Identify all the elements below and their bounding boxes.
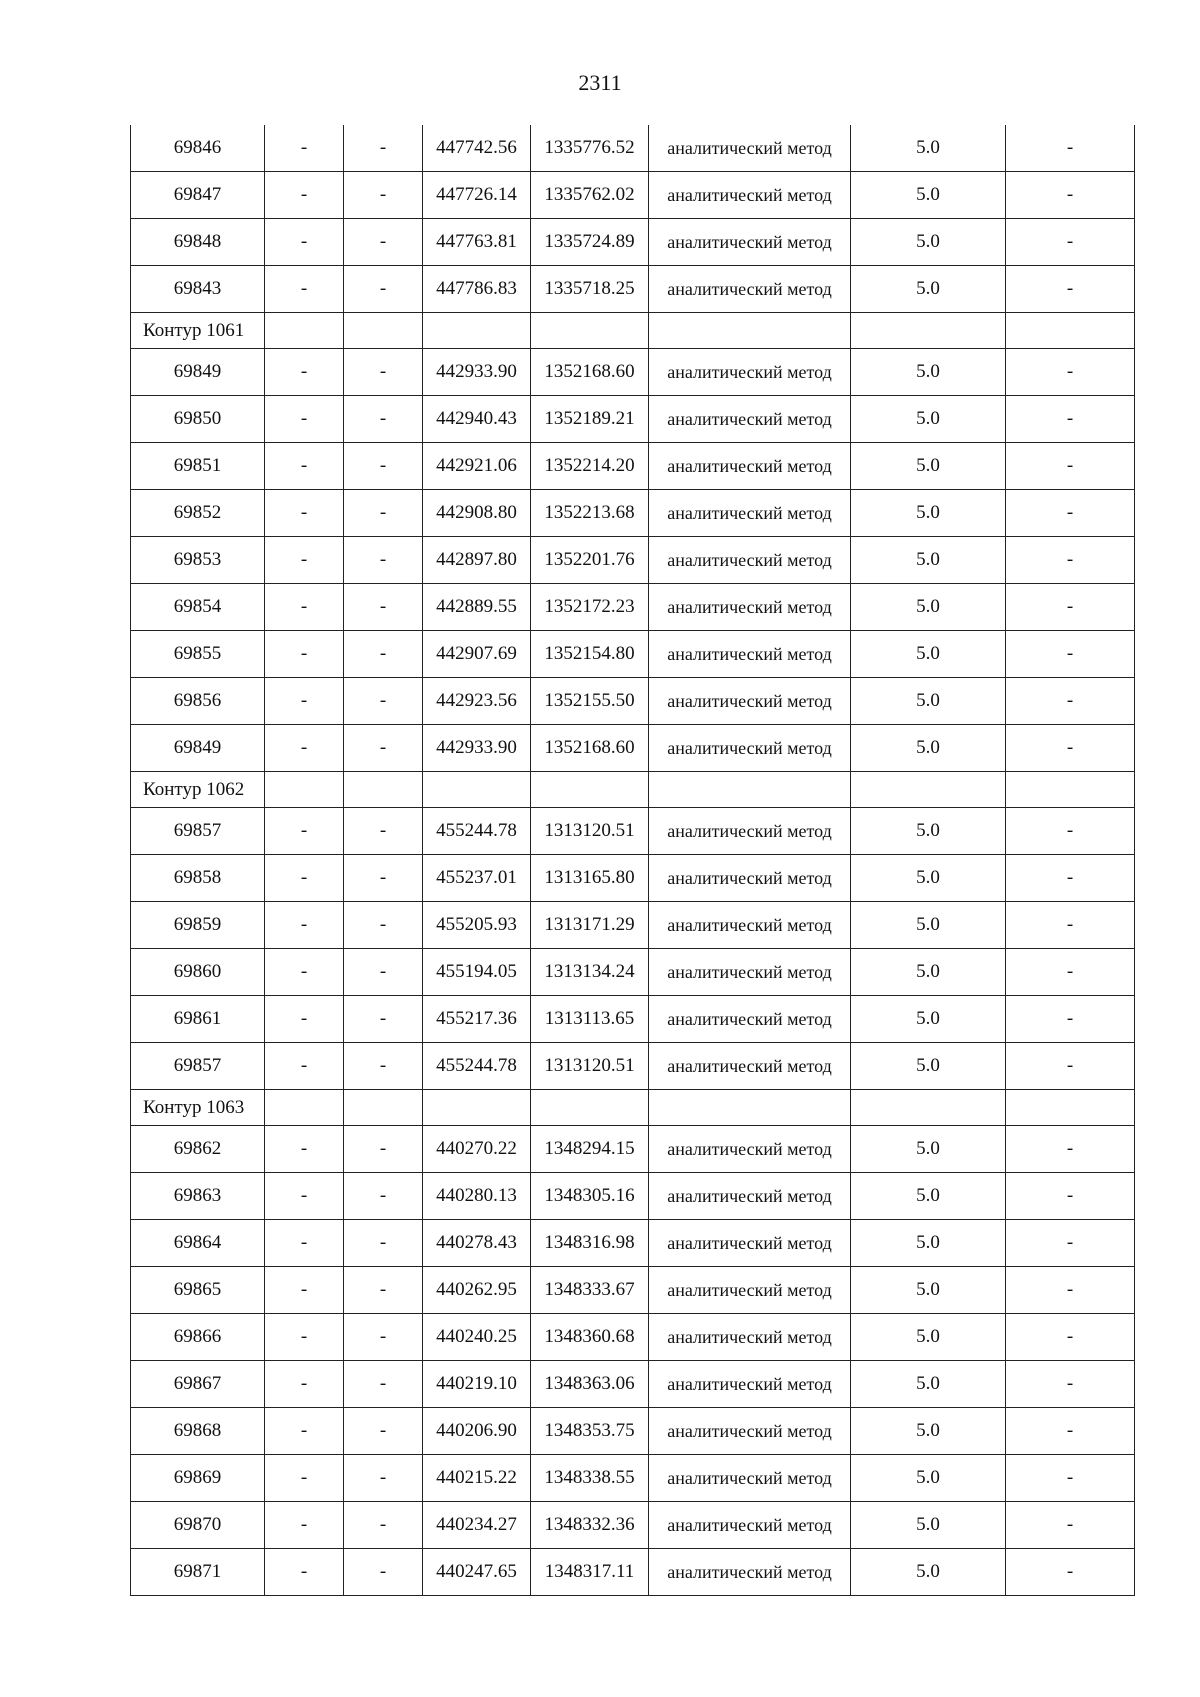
method-cell: аналитический метод [649, 725, 851, 772]
empty-cell [531, 772, 649, 808]
method-cell: аналитический метод [649, 1173, 851, 1220]
point-number: 69865 [131, 1267, 265, 1314]
accuracy-cell: 5.0 [851, 396, 1006, 443]
old-x-cell: - [265, 855, 344, 902]
empty-cell [851, 1090, 1006, 1126]
accuracy-cell: 5.0 [851, 266, 1006, 313]
method-cell: аналитический метод [649, 537, 851, 584]
old-x-cell: - [265, 1220, 344, 1267]
y-coordinate: 1313171.29 [531, 902, 649, 949]
y-coordinate: 1352172.23 [531, 584, 649, 631]
y-coordinate: 1352201.76 [531, 537, 649, 584]
accuracy-cell: 5.0 [851, 855, 1006, 902]
x-coordinate: 442933.90 [423, 349, 531, 396]
old-x-cell: - [265, 1549, 344, 1596]
old-x-cell: - [265, 396, 344, 443]
note-cell: - [1006, 1455, 1135, 1502]
x-coordinate: 440234.27 [423, 1502, 531, 1549]
old-y-cell: - [344, 396, 423, 443]
old-y-cell: - [344, 1455, 423, 1502]
old-x-cell: - [265, 443, 344, 490]
y-coordinate: 1335776.52 [531, 125, 649, 172]
old-x-cell: - [265, 725, 344, 772]
note-cell: - [1006, 172, 1135, 219]
x-coordinate: 447726.14 [423, 172, 531, 219]
table-row [131, 1314, 1135, 1361]
old-x-cell: - [265, 631, 344, 678]
x-coordinate: 442921.06 [423, 443, 531, 490]
x-coordinate: 455205.93 [423, 902, 531, 949]
old-x-cell: - [265, 172, 344, 219]
method-cell: аналитический метод [649, 1408, 851, 1455]
point-number: 69863 [131, 1173, 265, 1220]
table-row [131, 1267, 1135, 1314]
table-row [131, 902, 1135, 949]
note-cell: - [1006, 125, 1135, 172]
point-number: 69861 [131, 996, 265, 1043]
old-x-cell: - [265, 949, 344, 996]
method-cell: аналитический метод [649, 1220, 851, 1267]
note-cell: - [1006, 584, 1135, 631]
note-cell: - [1006, 855, 1135, 902]
x-coordinate: 455194.05 [423, 949, 531, 996]
old-y-cell: - [344, 725, 423, 772]
empty-cell [423, 1090, 531, 1126]
method-cell: аналитический метод [649, 490, 851, 537]
y-coordinate: 1352168.60 [531, 725, 649, 772]
point-number: 69860 [131, 949, 265, 996]
x-coordinate: 442907.69 [423, 631, 531, 678]
note-cell: - [1006, 537, 1135, 584]
y-coordinate: 1352189.21 [531, 396, 649, 443]
accuracy-cell: 5.0 [851, 349, 1006, 396]
accuracy-cell: 5.0 [851, 490, 1006, 537]
table-row [131, 172, 1135, 219]
note-cell: - [1006, 949, 1135, 996]
old-x-cell: - [265, 1173, 344, 1220]
empty-cell [649, 772, 851, 808]
y-coordinate: 1313113.65 [531, 996, 649, 1043]
old-y-cell: - [344, 1549, 423, 1596]
point-number: 69859 [131, 902, 265, 949]
accuracy-cell: 5.0 [851, 1408, 1006, 1455]
note-cell: - [1006, 631, 1135, 678]
x-coordinate: 442933.90 [423, 725, 531, 772]
old-x-cell: - [265, 678, 344, 725]
y-coordinate: 1313120.51 [531, 1043, 649, 1090]
note-cell: - [1006, 1361, 1135, 1408]
old-y-cell: - [344, 996, 423, 1043]
point-number: 69866 [131, 1314, 265, 1361]
note-cell: - [1006, 1220, 1135, 1267]
method-cell: аналитический метод [649, 172, 851, 219]
table-row [131, 1502, 1135, 1549]
point-number: 69849 [131, 349, 265, 396]
table-row [131, 584, 1135, 631]
contour-header-row [131, 772, 1135, 808]
y-coordinate: 1348317.11 [531, 1549, 649, 1596]
old-x-cell: - [265, 219, 344, 266]
point-number: 69843 [131, 266, 265, 313]
table-row [131, 808, 1135, 855]
table-row [131, 266, 1135, 313]
old-y-cell: - [344, 1361, 423, 1408]
old-y-cell: - [344, 490, 423, 537]
table-row [131, 443, 1135, 490]
y-coordinate: 1352213.68 [531, 490, 649, 537]
empty-cell [531, 1090, 649, 1126]
accuracy-cell: 5.0 [851, 678, 1006, 725]
method-cell: аналитический метод [649, 349, 851, 396]
empty-cell [531, 313, 649, 349]
note-cell: - [1006, 266, 1135, 313]
method-cell: аналитический метод [649, 1267, 851, 1314]
empty-cell [1006, 772, 1135, 808]
x-coordinate: 442897.80 [423, 537, 531, 584]
note-cell: - [1006, 1549, 1135, 1596]
x-coordinate: 447742.56 [423, 125, 531, 172]
y-coordinate: 1313120.51 [531, 808, 649, 855]
y-coordinate: 1348294.15 [531, 1126, 649, 1173]
method-cell: аналитический метод [649, 266, 851, 313]
old-x-cell: - [265, 537, 344, 584]
empty-cell [423, 313, 531, 349]
old-x-cell: - [265, 125, 344, 172]
note-cell: - [1006, 396, 1135, 443]
method-cell: аналитический метод [649, 855, 851, 902]
old-y-cell: - [344, 855, 423, 902]
x-coordinate: 442908.80 [423, 490, 531, 537]
y-coordinate: 1348333.67 [531, 1267, 649, 1314]
accuracy-cell: 5.0 [851, 1220, 1006, 1267]
table-row [131, 631, 1135, 678]
accuracy-cell: 5.0 [851, 584, 1006, 631]
x-coordinate: 442923.56 [423, 678, 531, 725]
method-cell: аналитический метод [649, 1502, 851, 1549]
table-body [131, 125, 1135, 1596]
note-cell: - [1006, 1043, 1135, 1090]
note-cell: - [1006, 1408, 1135, 1455]
point-number: 69852 [131, 490, 265, 537]
table-row [131, 1126, 1135, 1173]
x-coordinate: 440270.22 [423, 1126, 531, 1173]
accuracy-cell: 5.0 [851, 996, 1006, 1043]
old-y-cell: - [344, 1502, 423, 1549]
empty-cell [344, 313, 423, 349]
old-x-cell: - [265, 266, 344, 313]
note-cell: - [1006, 1126, 1135, 1173]
old-y-cell: - [344, 1267, 423, 1314]
table-row [131, 125, 1135, 172]
point-number: 69847 [131, 172, 265, 219]
x-coordinate: 442889.55 [423, 584, 531, 631]
old-y-cell: - [344, 349, 423, 396]
y-coordinate: 1352154.80 [531, 631, 649, 678]
method-cell: аналитический метод [649, 1549, 851, 1596]
table-row [131, 1455, 1135, 1502]
point-number: 69849 [131, 725, 265, 772]
note-cell: - [1006, 808, 1135, 855]
old-x-cell: - [265, 1043, 344, 1090]
method-cell: аналитический метод [649, 949, 851, 996]
accuracy-cell: 5.0 [851, 1043, 1006, 1090]
method-cell: аналитический метод [649, 1043, 851, 1090]
point-number: 69851 [131, 443, 265, 490]
old-x-cell: - [265, 996, 344, 1043]
method-cell: аналитический метод [649, 1455, 851, 1502]
old-y-cell: - [344, 1173, 423, 1220]
x-coordinate: 440280.13 [423, 1173, 531, 1220]
empty-cell [265, 772, 344, 808]
x-coordinate: 455237.01 [423, 855, 531, 902]
y-coordinate: 1348363.06 [531, 1361, 649, 1408]
old-y-cell: - [344, 902, 423, 949]
table-row [131, 725, 1135, 772]
table-row [131, 537, 1135, 584]
point-number: 69848 [131, 219, 265, 266]
old-x-cell: - [265, 1267, 344, 1314]
table-row [131, 490, 1135, 537]
page-number: 2311 [578, 70, 622, 95]
table-row [131, 1173, 1135, 1220]
contour-label: Контур 1062 [131, 772, 265, 808]
y-coordinate: 1348305.16 [531, 1173, 649, 1220]
point-number: 69864 [131, 1220, 265, 1267]
table-row [131, 219, 1135, 266]
coordinates-table [130, 125, 1135, 1596]
accuracy-cell: 5.0 [851, 1314, 1006, 1361]
note-cell: - [1006, 1173, 1135, 1220]
point-number: 69850 [131, 396, 265, 443]
old-x-cell: - [265, 1361, 344, 1408]
old-y-cell: - [344, 1126, 423, 1173]
empty-cell [1006, 313, 1135, 349]
method-cell: аналитический метод [649, 631, 851, 678]
note-cell: - [1006, 349, 1135, 396]
old-y-cell: - [344, 537, 423, 584]
table-row [131, 1043, 1135, 1090]
old-x-cell: - [265, 349, 344, 396]
method-cell: аналитический метод [649, 584, 851, 631]
old-x-cell: - [265, 1126, 344, 1173]
method-cell: аналитический метод [649, 1126, 851, 1173]
accuracy-cell: 5.0 [851, 808, 1006, 855]
accuracy-cell: 5.0 [851, 1361, 1006, 1408]
table-row [131, 349, 1135, 396]
point-number: 69853 [131, 537, 265, 584]
old-y-cell: - [344, 172, 423, 219]
point-number: 69856 [131, 678, 265, 725]
x-coordinate: 440215.22 [423, 1455, 531, 1502]
empty-cell [649, 1090, 851, 1126]
note-cell: - [1006, 902, 1135, 949]
accuracy-cell: 5.0 [851, 172, 1006, 219]
note-cell: - [1006, 1502, 1135, 1549]
point-number: 69854 [131, 584, 265, 631]
method-cell: аналитический метод [649, 125, 851, 172]
y-coordinate: 1348353.75 [531, 1408, 649, 1455]
accuracy-cell: 5.0 [851, 443, 1006, 490]
point-number: 69857 [131, 1043, 265, 1090]
point-number: 69869 [131, 1455, 265, 1502]
empty-cell [344, 772, 423, 808]
contour-header-row [131, 1090, 1135, 1126]
contour-header-row [131, 313, 1135, 349]
old-x-cell: - [265, 584, 344, 631]
method-cell: аналитический метод [649, 996, 851, 1043]
method-cell: аналитический метод [649, 1314, 851, 1361]
point-number: 69855 [131, 631, 265, 678]
old-x-cell: - [265, 1502, 344, 1549]
accuracy-cell: 5.0 [851, 1173, 1006, 1220]
accuracy-cell: 5.0 [851, 1549, 1006, 1596]
y-coordinate: 1348332.36 [531, 1502, 649, 1549]
old-y-cell: - [344, 1043, 423, 1090]
old-y-cell: - [344, 949, 423, 996]
point-number: 69858 [131, 855, 265, 902]
old-y-cell: - [344, 1408, 423, 1455]
x-coordinate: 447763.81 [423, 219, 531, 266]
note-cell: - [1006, 490, 1135, 537]
old-y-cell: - [344, 219, 423, 266]
accuracy-cell: 5.0 [851, 1267, 1006, 1314]
empty-cell [1006, 1090, 1135, 1126]
note-cell: - [1006, 996, 1135, 1043]
old-y-cell: - [344, 808, 423, 855]
note-cell: - [1006, 725, 1135, 772]
x-coordinate: 440278.43 [423, 1220, 531, 1267]
point-number: 69871 [131, 1549, 265, 1596]
old-y-cell: - [344, 631, 423, 678]
accuracy-cell: 5.0 [851, 537, 1006, 584]
table-row [131, 996, 1135, 1043]
table-row [131, 1549, 1135, 1596]
old-y-cell: - [344, 443, 423, 490]
y-coordinate: 1352168.60 [531, 349, 649, 396]
accuracy-cell: 5.0 [851, 631, 1006, 678]
accuracy-cell: 5.0 [851, 902, 1006, 949]
table-row [131, 1220, 1135, 1267]
point-number: 69870 [131, 1502, 265, 1549]
y-coordinate: 1335724.89 [531, 219, 649, 266]
old-y-cell: - [344, 266, 423, 313]
old-x-cell: - [265, 1408, 344, 1455]
method-cell: аналитический метод [649, 808, 851, 855]
x-coordinate: 440247.65 [423, 1549, 531, 1596]
table-row [131, 396, 1135, 443]
empty-cell [851, 772, 1006, 808]
method-cell: аналитический метод [649, 396, 851, 443]
y-coordinate: 1348338.55 [531, 1455, 649, 1502]
old-x-cell: - [265, 902, 344, 949]
old-x-cell: - [265, 490, 344, 537]
contour-label: Контур 1063 [131, 1090, 265, 1126]
old-x-cell: - [265, 1314, 344, 1361]
y-coordinate: 1352155.50 [531, 678, 649, 725]
note-cell: - [1006, 219, 1135, 266]
empty-cell [344, 1090, 423, 1126]
method-cell: аналитический метод [649, 443, 851, 490]
empty-cell [265, 313, 344, 349]
y-coordinate: 1335718.25 [531, 266, 649, 313]
point-number: 69857 [131, 808, 265, 855]
point-number: 69862 [131, 1126, 265, 1173]
y-coordinate: 1335762.02 [531, 172, 649, 219]
x-coordinate: 455244.78 [423, 808, 531, 855]
point-number: 69868 [131, 1408, 265, 1455]
table-row [131, 1361, 1135, 1408]
accuracy-cell: 5.0 [851, 1126, 1006, 1173]
x-coordinate: 455244.78 [423, 1043, 531, 1090]
y-coordinate: 1348316.98 [531, 1220, 649, 1267]
old-y-cell: - [344, 1314, 423, 1361]
y-coordinate: 1313134.24 [531, 949, 649, 996]
note-cell: - [1006, 443, 1135, 490]
x-coordinate: 455217.36 [423, 996, 531, 1043]
method-cell: аналитический метод [649, 1361, 851, 1408]
x-coordinate: 440206.90 [423, 1408, 531, 1455]
contour-label: Контур 1061 [131, 313, 265, 349]
note-cell: - [1006, 678, 1135, 725]
old-y-cell: - [344, 125, 423, 172]
accuracy-cell: 5.0 [851, 1455, 1006, 1502]
table-row [131, 678, 1135, 725]
x-coordinate: 442940.43 [423, 396, 531, 443]
table-row [131, 949, 1135, 996]
empty-cell [265, 1090, 344, 1126]
point-number: 69867 [131, 1361, 265, 1408]
y-coordinate: 1348360.68 [531, 1314, 649, 1361]
method-cell: аналитический метод [649, 219, 851, 266]
accuracy-cell: 5.0 [851, 949, 1006, 996]
accuracy-cell: 5.0 [851, 725, 1006, 772]
method-cell: аналитический метод [649, 902, 851, 949]
table-row [131, 1408, 1135, 1455]
old-y-cell: - [344, 1220, 423, 1267]
accuracy-cell: 5.0 [851, 125, 1006, 172]
empty-cell [851, 313, 1006, 349]
x-coordinate: 440262.95 [423, 1267, 531, 1314]
old-y-cell: - [344, 678, 423, 725]
method-cell: аналитический метод [649, 678, 851, 725]
point-number: 69846 [131, 125, 265, 172]
old-x-cell: - [265, 808, 344, 855]
empty-cell [649, 313, 851, 349]
y-coordinate: 1313165.80 [531, 855, 649, 902]
x-coordinate: 440240.25 [423, 1314, 531, 1361]
accuracy-cell: 5.0 [851, 219, 1006, 266]
y-coordinate: 1352214.20 [531, 443, 649, 490]
note-cell: - [1006, 1267, 1135, 1314]
accuracy-cell: 5.0 [851, 1502, 1006, 1549]
note-cell: - [1006, 1314, 1135, 1361]
x-coordinate: 447786.83 [423, 266, 531, 313]
x-coordinate: 440219.10 [423, 1361, 531, 1408]
old-y-cell: - [344, 584, 423, 631]
empty-cell [423, 772, 531, 808]
old-x-cell: - [265, 1455, 344, 1502]
table-row [131, 855, 1135, 902]
